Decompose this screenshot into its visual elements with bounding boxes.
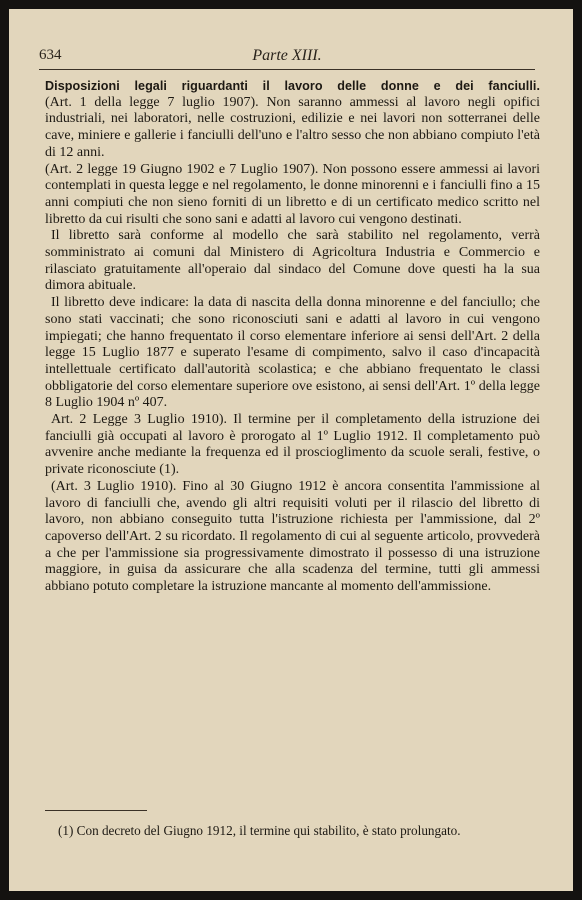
- header-rule: [39, 69, 535, 70]
- page-number: 634: [39, 47, 62, 63]
- body-text: [45, 78, 540, 596]
- running-head: Parte XIII.: [252, 47, 322, 64]
- footnote: (1) Con decreto del Giugno 1912, il termine qui stabilito, è stato prolungato.: [58, 823, 461, 838]
- paragraph-6: (Art. 3 Luglio 1910). Fino al 30 Giugno 1912 è ancora consentita l'ammissione al lavoro di fanciulli che, avendo gli altri requisiti voluti per il rilascio del libretto di lavoro, non abbiano conseguito tutta l'istruzione richiesta per l'ammissione, dal 2º capoverso dell'Art. 2 su ricordato. Il regolamento di cui al seguente articolo, provvederà a che per l'ammissione sia progressivamente dimostrato il possesso di una istruzione maggiore, in guisa da assicurare che alla scadenza del termine, tutti gli ammessi abbiano potuto completare la istruzione mancante al momento dell'ammissione.: [45, 478, 540, 595]
- footnote-rule: [45, 810, 147, 811]
- paragraph-1: (Art. 1 della legge 7 luglio 1907). Non saranno ammessi al lavoro negli opifici industriali, nei laboratori, nelle costruzioni, edilizie e nei lavori non sotterranei delle cave, miniere e gallerie i fanciulli dell'uno e l'altro sesso che non abbiano compiuto l'età di 12 anni.: [45, 94, 540, 160]
- page-header: [39, 47, 535, 71]
- paragraph-3: Il libretto sarà conforme al modello che sarà stabilito nel regolamento, verrà somministrato ai comuni dal Ministero di Agricoltura Industria e Commercio e rilasciato gratuitamente all'operaio dal sindaco del Comune dove questi ha la sua dimora abituale.: [45, 228, 540, 294]
- section-title: Disposizioni legali riguardanti il lavoro delle donne e dei fanciulli.: [45, 79, 540, 93]
- paragraph-5: Art. 2 Legge 3 Luglio 1910). Il termine per il completamento della istruzione dei fanciulli già occupati al lavoro è prorogato al 1º Luglio 1912. Il completamento può avvenire anche mediante la frequenza ed il proscioglimento da scuole serali, festive, o private riconosciute (1).: [45, 412, 540, 478]
- paragraph-4: Il libretto deve indicare: la data di nascita della donna minorenne e del fanciullo; che sono stati vaccinati; che sono riconosciuti sani e adatti al lavoro in cui vengono impiegati; che hanno frequentato il corso elementare inferiore ai sensi dell'Art. 2 della legge 15 Luglio 1877 e superato l'esame di compimento, salvo il caso d'incapacità intellettuale certificato dall'autorità scolastica; e che abbiano frequentato le classi obbligatorie del corso elementare superiore ove esistono, ai sensi dell'Art. 1º della legge 8 Luglio 1904 nº 407.: [45, 295, 540, 411]
- paragraph-2: (Art. 2 legge 19 Giugno 1902 e 7 Luglio 1907). Non possono essere ammessi ai lavori contemplati in questa legge e nel regolamento, le donne minorenni e i fanciulli fino a 15 anni compiuti che non sieno forniti di un libretto e di un certificato medico scritto nel libretto da cui risulti che sono sani e adatti al lavoro cui vengono destinati.: [45, 161, 540, 227]
